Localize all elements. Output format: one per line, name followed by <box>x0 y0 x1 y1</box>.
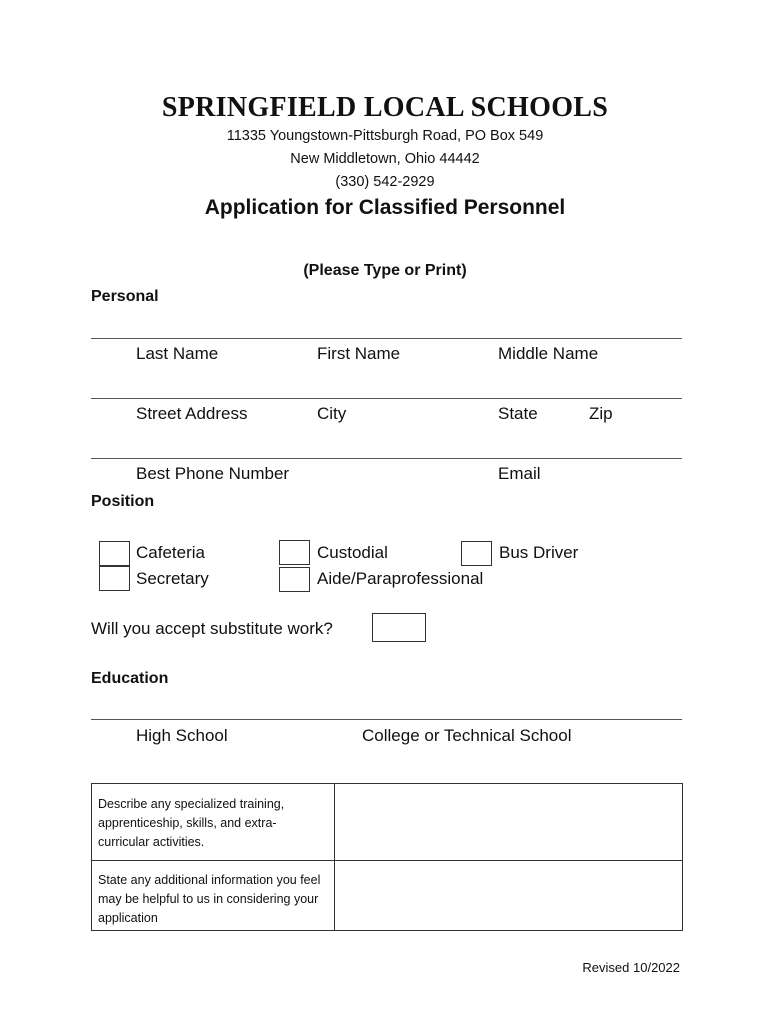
additional-info-table <box>91 783 683 931</box>
bus-driver-label: Bus Driver <box>499 543 579 562</box>
substitute-question: Will you accept substitute work? <box>91 619 333 638</box>
zip-label: Zip <box>589 404 613 423</box>
phone-number: (330) 542-2929 <box>335 174 435 190</box>
middle-name-label: Middle Name <box>498 344 599 363</box>
high-school-label: High School <box>136 726 228 745</box>
last-name-label: Last Name <box>136 344 219 363</box>
form-title: Application for Classified Personnel <box>204 196 566 219</box>
address-line[interactable] <box>91 398 682 399</box>
custodial-label: Custodial <box>317 543 388 562</box>
email-label: Email <box>498 464 541 483</box>
revised-date: Revised 10/2022 <box>582 960 680 975</box>
first-name-label: First Name <box>317 344 401 363</box>
secretary-label: Secretary <box>136 569 209 588</box>
city-label: City <box>317 404 347 423</box>
state-label: State <box>498 404 538 423</box>
additional-answer-cell[interactable] <box>336 861 682 930</box>
college-label: College or Technical School <box>362 726 572 745</box>
instruction-note: (Please Type or Print) <box>303 262 467 279</box>
address-line-1: 11335 Youngstown-Pittsburgh Road, PO Box 549 <box>226 128 544 144</box>
custodial-checkbox[interactable] <box>279 540 310 565</box>
street-address-label: Street Address <box>136 404 248 423</box>
bus-driver-checkbox[interactable] <box>461 541 492 566</box>
training-prompt: Describe any specialized training, apprenticeship, skills, and extra-curricular activities. <box>98 797 285 849</box>
phone-label: Best Phone Number <box>136 464 290 483</box>
section-position: Position <box>91 493 155 510</box>
training-prompt-cell <box>92 784 335 860</box>
contact-line[interactable] <box>91 458 682 459</box>
training-answer-cell[interactable] <box>336 784 682 860</box>
section-personal: Personal <box>91 288 159 305</box>
aide-label: Aide/Paraprofessional <box>317 569 484 588</box>
secretary-checkbox[interactable] <box>99 566 130 591</box>
cafeteria-label: Cafeteria <box>136 543 205 562</box>
education-line[interactable] <box>91 719 682 720</box>
school-name: SPRINGFIELD LOCAL SCHOOLS <box>161 92 609 123</box>
cafeteria-checkbox[interactable] <box>99 541 130 566</box>
name-line[interactable] <box>91 338 682 339</box>
additional-prompt: State any additional information you feel may be helpful to us in considering your application <box>98 873 321 925</box>
address-line-2: New Middletown, Ohio 44442 <box>290 151 480 167</box>
section-education: Education <box>91 670 169 687</box>
aide-checkbox[interactable] <box>279 567 310 592</box>
additional-prompt-cell <box>92 861 335 930</box>
substitute-answer-box[interactable] <box>372 613 426 642</box>
